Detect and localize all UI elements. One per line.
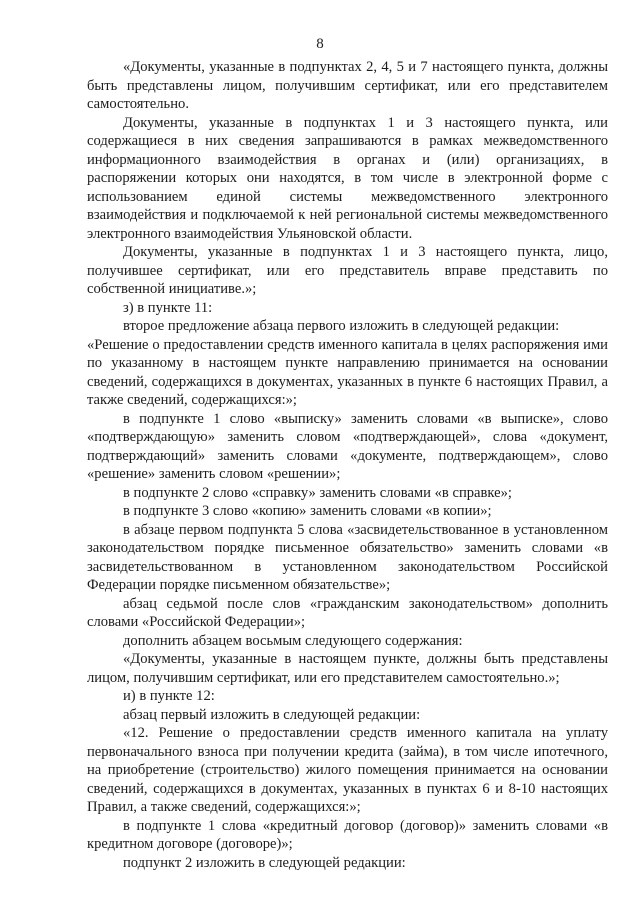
paragraph: з) в пункте 11: <box>123 299 213 316</box>
paragraph: и) в пункте 12: <box>123 688 215 704</box>
paragraph: подпункт 2 изложить в следующей редакции: <box>123 854 406 871</box>
document-body <box>87 58 608 872</box>
paragraph: Документы, указанные в подпунктах 1 и 3 настоящего пункта, или содержащиеся в них сведения запрашиваются в рамках межведомственного информационного взаимодействия в органах и (или) организациях, в распоряжении которых они находятся, в том числе в электронной форме с использованием единой системы межведомственного электронного взаимодействия и подключаемой к ней региональной системы межведомственного электронного взаимодействия Ульяновской области. <box>87 114 608 242</box>
paragraph: «Документы, указанные в подпунктах 2, 4, 5 и 7 настоящего пункта, должны быть представлены лицом, получившим сертификат, или его представителем самостоятельно. <box>87 59 608 112</box>
paragraph: «Документы, указанные в настоящем пункте, должны быть представлены лицом, получившим сертификат, или его представителем самостоятельно.»; <box>87 651 608 686</box>
paragraph: Документы, указанные в подпунктах 1 и 3 настоящего пункта, лицо, получившее сертификат, или его представитель вправе представить по собственной инициативе.»; <box>87 244 608 297</box>
paragraph: второе предложение абзаца первого изложить в следующей редакции: <box>123 318 560 334</box>
paragraph: в подпункте 2 слово «справку» заменить словами «в справке»; <box>123 484 512 501</box>
paragraph: в абзаце первом подпункта 5 слова «засвидетельствованное в установленном законодательством порядке письменное обязательство» заменить словами «в засвидетельствованном в установленном законодательством Российской Федерации порядке письменном обязательстве»; <box>87 521 608 593</box>
paragraph: «Решение о предоставлении средств именного капитала в целях распоряжения ими по указанному в настоящем пункте направлению принимается на основании сведений, содержащихся в документах, указанных в пункте 6 настоящих Правил, а также сведений, содержащихся:»; <box>87 336 608 408</box>
paragraph: в подпункте 1 слова «кредитный договор (договор)» заменить словами «в кредитном договоре (договоре)»; <box>87 817 608 852</box>
paragraph: «12. Решение о предоставлении средств именного капитала на уплату первоначального взноса при получении кредита (займа), в том числе ипотечного, на приобретение (строительство) жилого помещения принимается на основании сведений, содержащихся в документах, указанных в пунктах 6 и 8-10 настоящих Правил, а также сведений, содержащихся:»; <box>87 725 608 815</box>
paragraph: абзац седьмой после слов «гражданским законодательством» дополнить словами «Российской Федерации»; <box>87 595 608 630</box>
paragraph: абзац первый изложить в следующей редакции: <box>123 706 421 723</box>
paragraph: дополнить абзацем восьмым следующего содержания: <box>123 632 463 649</box>
page-number: 8 <box>316 36 324 52</box>
paragraph: в подпункте 1 слово «выписку» заменить словами «в выписке», слово «подтверждающую» заменить словом «подтверждающей», слова «документ, подтверждающий» заменить словами «документе, подтверждающем», слово «решение» заменить словом «решении»; <box>87 410 608 482</box>
paragraph: в подпункте 3 слово «копию» заменить словами «в копии»; <box>123 503 492 519</box>
